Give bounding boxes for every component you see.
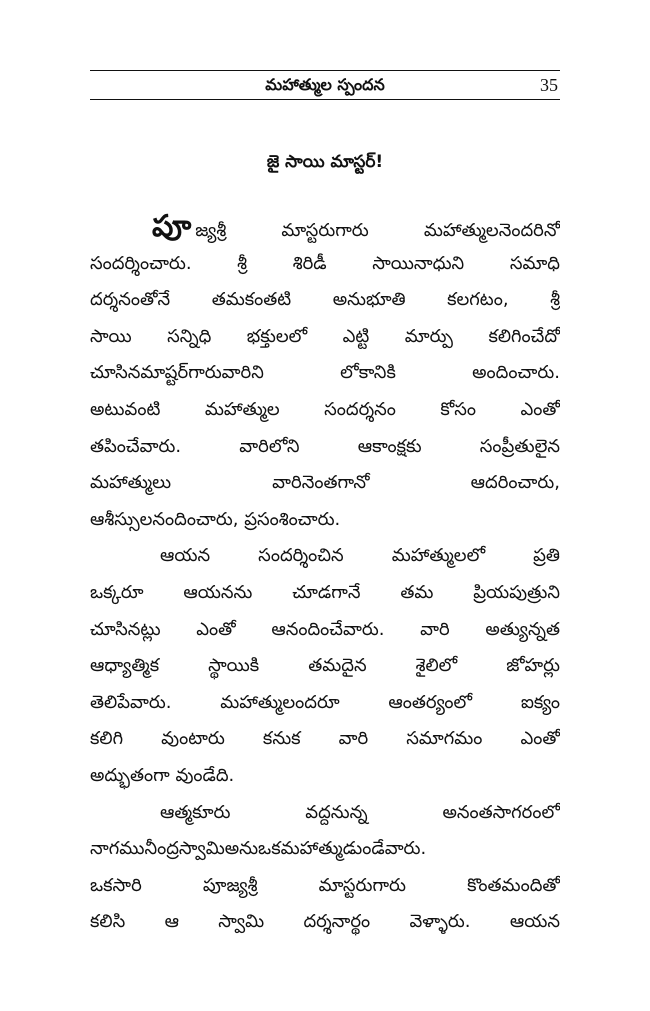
header-title: మహాత్ముల స్పందన xyxy=(265,75,385,94)
text-line: చూసినమాష్టర్‌గారువారిని లోకానికి అందించారు. xyxy=(90,362,560,384)
text-line: తపించేవారు. వారిలోని ఆకాంక్షకు సంప్రీతులైన xyxy=(90,435,560,457)
text-line: ఆయన సందర్శించిన మహాత్ములలో ప్రతి xyxy=(160,545,560,567)
body-text xyxy=(90,209,560,941)
text-line: నాగమునీంద్రస్వామిఅనుఒకమహాత్ముడుండేవారు. xyxy=(90,838,427,860)
text-line: ఆశీస్సులనందించారు, ప్రసంశించారు. xyxy=(90,508,341,530)
text-line: దర్శనంతోనే తమకంతటి అనుభూతి కలగటం, శ్రీ xyxy=(90,289,560,311)
text-line: సాయి సన్నిధి భక్తులలో ఎట్టి మార్పు కలిగించేదో xyxy=(90,325,560,347)
text-line: మహాత్ములు వారినెంతగానో ఆదరించారు, xyxy=(90,472,560,494)
text-line: ఆధ్యాత్మిక స్థాయికి తమదైన శైలిలో జోహర్లు xyxy=(90,655,560,677)
running-header xyxy=(90,70,560,100)
text-line: అద్భుతంగా వుండేది. xyxy=(90,764,235,786)
text-line: అటువంటి మహాత్ముల సందర్శనం కోసం ఎంతో xyxy=(90,398,560,420)
text-line: కలిసి ఆ స్వామి దర్శనార్థం వెళ్ళారు. ఆయన xyxy=(90,911,560,933)
drop-cap: పూ xyxy=(152,209,192,244)
text-line: ఒకసారి పూజ్యశ్రీ మాస్టరుగారు కొంతమందితో xyxy=(90,874,560,896)
text-line: ఒక్కరూ ఆయనను చూడగానే తమ ప్రియపుత్రుని xyxy=(90,581,560,603)
text-line: కలిగి వుంటారు కనుక వారి సమాగమం ఎంతో xyxy=(90,728,560,750)
text-line: జ్యశ్రీ మాస్టరుగారు మహాత్ములనెందరినో xyxy=(195,220,560,241)
page-number: 35 xyxy=(540,75,558,95)
paragraph-1-line-1 xyxy=(90,209,560,246)
text-line: చూసినట్లు ఎంతో ఆనందించేవారు. వారి అత్యున్నత xyxy=(90,618,560,640)
section-title: జై సాయి మాస్టర్! xyxy=(266,152,384,172)
text-line: సందర్శించారు. శ్రీ శిరిడీ సాయినాధుని సమాధి xyxy=(90,252,560,274)
text-line: తెలిపేవారు. మహాత్ములందరూ ఆంతర్యంలో ఐక్యం xyxy=(90,691,560,713)
text-line: ఆత్మకూరు వద్దనున్న అనంతసాగరంలో xyxy=(160,801,560,823)
